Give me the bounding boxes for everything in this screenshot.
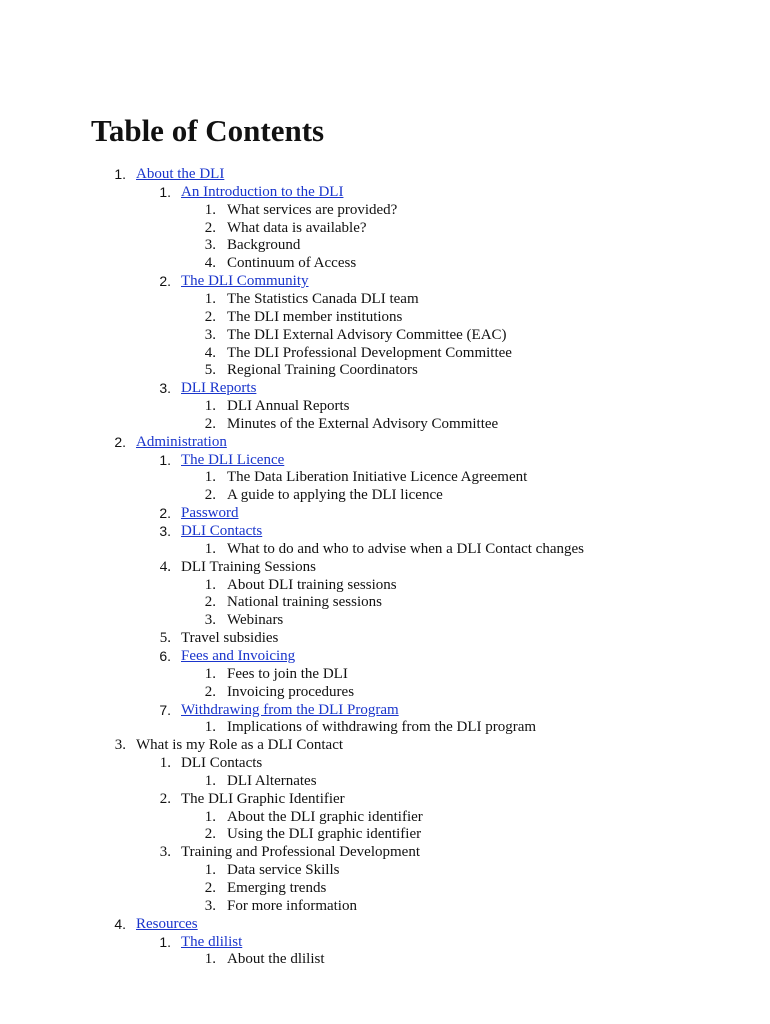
toc-entry-number: 1. (204, 808, 216, 825)
toc-entry-number: 2. (204, 487, 216, 504)
toc-entry-text: About the DLI graphic identifier (227, 808, 423, 825)
toc-entry-link[interactable]: Resources (136, 915, 198, 932)
toc-entry-number: 2. (204, 219, 216, 236)
toc-entry-text: What data is available? (227, 219, 367, 236)
toc-entry-number: 1. (204, 398, 216, 415)
toc-entry-text: What services are provided? (227, 201, 398, 218)
toc-entry-text: The Data Liberation Initiative Licence Agreement (227, 469, 528, 486)
toc-entry-link[interactable]: The DLI Licence (181, 451, 285, 468)
toc-entry-number: 1. (204, 719, 216, 736)
toc-entry-link[interactable]: Administration (136, 433, 227, 450)
toc-entry-text: The DLI Graphic Identifier (181, 790, 345, 807)
toc-entry-text: About DLI training sessions (227, 576, 397, 593)
toc-entry-text: Invoicing procedures (227, 683, 355, 700)
toc-entry-link[interactable]: An Introduction to the DLI (181, 183, 344, 200)
toc-entry-number: 1. (204, 576, 216, 593)
toc-entry-number: 5. (159, 630, 171, 647)
toc-entry-text: For more information (227, 897, 357, 914)
toc-entry-number: 1. (204, 290, 216, 307)
toc-entry-number: 2. (114, 433, 126, 450)
toc-entry-number: 2. (204, 826, 216, 843)
toc-entry-number: 2. (159, 790, 171, 807)
toc-entry-number: 2. (204, 683, 216, 700)
toc-entry-number: 2. (204, 415, 216, 432)
toc-entry-number: 6. (159, 647, 171, 664)
toc-entry-text: Emerging trends (227, 880, 327, 896)
toc-entry-number: 3. (204, 326, 216, 343)
toc-entry-text: About the dlilist (227, 951, 325, 968)
toc-entry-number: 1. (204, 862, 216, 879)
toc-entry-text: DLI Alternates (227, 772, 317, 789)
toc-entry-link[interactable]: Password (181, 505, 239, 522)
toc-entry-text: A guide to applying the DLI licence (227, 487, 443, 504)
toc-entry-link[interactable]: Fees and Invoicing (181, 647, 296, 664)
toc-entry-number: 1. (159, 183, 171, 200)
toc-entry-text: Travel subsidies (181, 630, 279, 647)
toc-entry-number: 2. (204, 308, 216, 325)
toc-entry-text: Using the DLI graphic identifier (227, 826, 422, 843)
toc-entry-number: 4. (114, 915, 126, 932)
toc-entry-number: 1. (204, 201, 216, 218)
toc-entry-number: 4. (204, 344, 216, 361)
toc-entry-link[interactable]: The DLI Community (181, 273, 309, 290)
toc-entry-text: The DLI member institutions (227, 308, 403, 325)
toc-entry-number: 1. (159, 451, 171, 468)
toc-entry-number: 4. (159, 558, 171, 575)
toc-entry-text: What to do and who to advise when a DLI Contact changes (227, 540, 584, 557)
toc-entry-number: 3. (159, 523, 171, 539)
toc-entry-number: 3. (114, 737, 126, 754)
toc-entry-text: Data service Skills (227, 862, 340, 879)
toc-entry-text: DLI Contacts (181, 755, 263, 772)
toc-entry-text: The DLI Professional Development Committee (227, 344, 512, 361)
toc-entry-number: 1. (204, 665, 216, 682)
toc-entry-text: Continuum of Access (227, 255, 357, 272)
toc-entry-number: 3. (204, 612, 216, 629)
toc-entry-link[interactable]: Withdrawing from the DLI Program (181, 701, 399, 718)
toc-entry-text: Training and Professional Development (181, 844, 420, 861)
toc-entry-number: 2. (204, 880, 216, 896)
toc-entry-link[interactable]: DLI Contacts (181, 523, 263, 539)
toc-entry-number: 2. (204, 594, 216, 611)
toc-entry-link[interactable]: About the DLI (136, 166, 225, 182)
toc-entry-number: 1. (114, 166, 126, 182)
toc-entry-number: 4. (204, 255, 216, 272)
toc-entry-number: 3. (204, 897, 216, 914)
toc-entry-text: Background (227, 237, 301, 254)
toc-entry-number: 2. (159, 273, 171, 290)
toc-entry-text: The DLI External Advisory Committee (EAC) (227, 326, 507, 343)
page-title: Table of Contents (91, 113, 325, 148)
toc-entry-number: 1. (204, 469, 216, 486)
toc-entry-link[interactable]: DLI Reports (181, 380, 257, 397)
toc-entry-number: 3. (204, 237, 216, 254)
toc-entry-number: 1. (204, 772, 216, 789)
toc-entry-text: Fees to join the DLI (227, 665, 348, 682)
toc-entry-text: National training sessions (227, 594, 382, 611)
toc-entry-text: Implications of withdrawing from the DLI program (227, 719, 537, 736)
toc-entry-text: What is my Role as a DLI Contact (136, 737, 344, 754)
toc-entry-number: 1. (204, 540, 216, 557)
toc-entry-text: The Statistics Canada DLI team (227, 290, 419, 307)
toc-entry-text: DLI Training Sessions (181, 558, 317, 575)
toc-entry-link[interactable]: The dlilist (181, 933, 243, 950)
toc-entry-number: 5. (204, 362, 216, 379)
toc-entry-text: Webinars (227, 612, 284, 629)
toc-entry-text: Minutes of the External Advisory Committee (227, 415, 499, 432)
toc-entry-text: DLI Annual Reports (227, 398, 350, 415)
toc-entry-number: 1. (204, 951, 216, 968)
toc-entry-text: Regional Training Coordinators (227, 362, 418, 379)
toc-entry-number: 3. (159, 380, 171, 397)
toc-entry-number: 3. (159, 844, 171, 861)
toc-entry-number: 1. (159, 755, 171, 772)
toc-entry-number: 7. (159, 701, 171, 718)
toc-entry-number: 1. (159, 933, 171, 950)
toc-entry-number: 2. (159, 505, 171, 522)
